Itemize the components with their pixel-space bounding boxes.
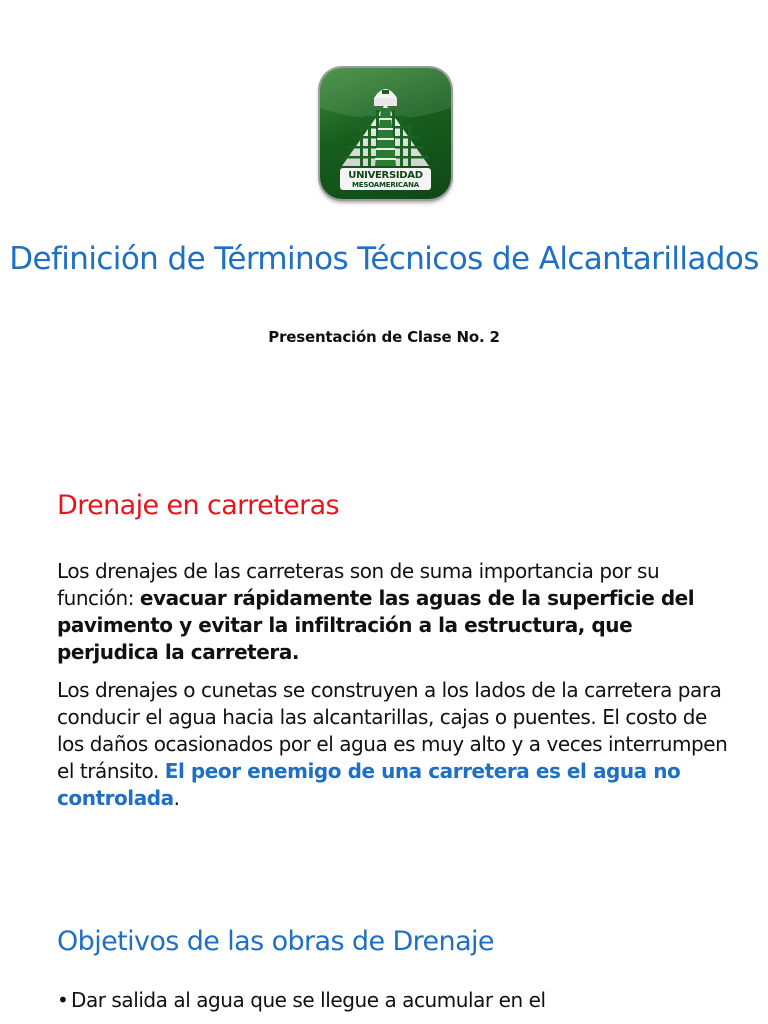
section-heading-objetivos: Objetivos de las obras de Drenaje (57, 926, 494, 957)
university-logo (320, 68, 451, 199)
section-heading-drenaje: Drenaje en carreteras (57, 490, 340, 521)
paragraph-bold-text: evacuar rápidamente las aguas de la superficie del pavimento y evitar la infiltración a la estructura, que perjudica la carretera. (57, 586, 695, 664)
bullet-item (57, 987, 757, 1014)
logo-line-2: MESOAMERICANA (352, 181, 419, 189)
paragraph-period: . (173, 786, 180, 810)
paragraph-highlight-text: El peor enemigo de una carretera es el agua no controlada (57, 759, 681, 810)
bullet-marker: • (57, 988, 69, 1012)
presentation-title: Definición de Términos Técnicos de Alcantarillados (9, 241, 759, 277)
pyramid-emblem-icon (320, 68, 451, 199)
logo-line-1: UNIVERSIDAD (348, 170, 423, 181)
paragraph-cunetas (57, 677, 729, 812)
paragraph-text: Los drenajes o cunetas se construyen a los lados de la carretera para conducir el agua hacia las alcantarillas, cajas o puentes. El costo de los daños ocasionados por el agua es muy alto y a veces interrumpen el tránsito. (57, 678, 728, 783)
paragraph-text: Los drenajes de las carreteras son de suma importancia por su función: (57, 559, 660, 610)
bullet-text: Dar salida al agua que se llegue a acumular en el (71, 988, 546, 1012)
paragraph-drenaje-importancia (57, 558, 729, 666)
presentation-subtitle: Presentación de Clase No. 2 (268, 328, 500, 346)
